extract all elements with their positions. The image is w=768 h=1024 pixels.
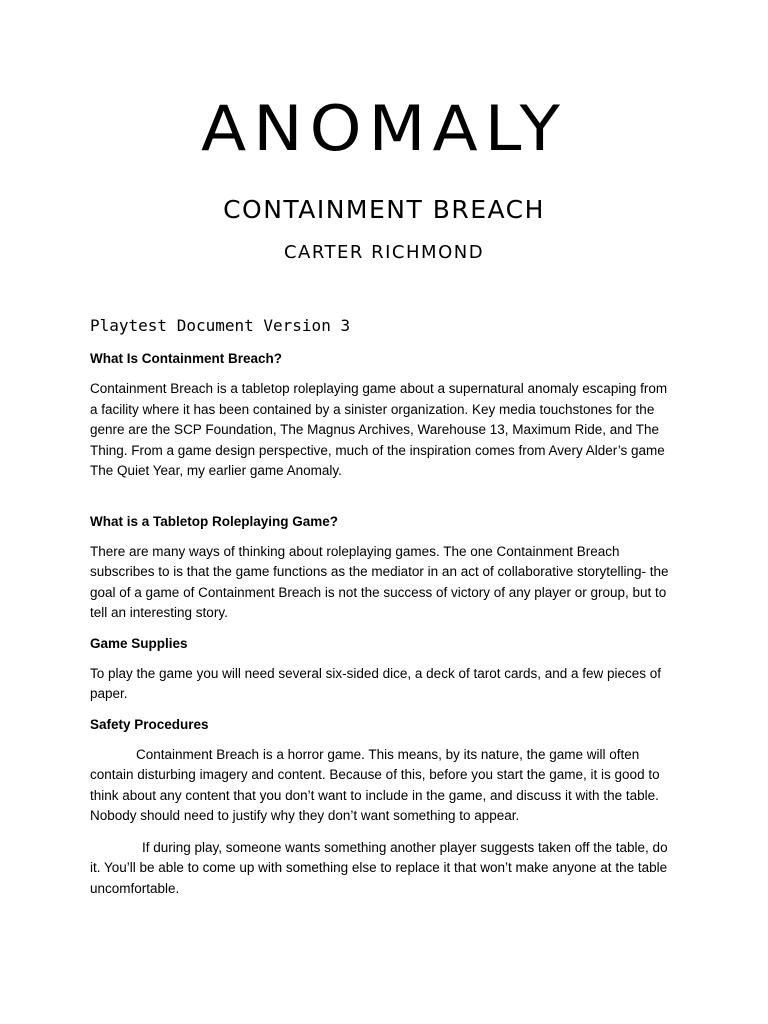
section-heading-what-is: What Is Containment Breach? <box>90 351 283 366</box>
section-body-what-is: Containment Breach is a tabletop roleplaying game about a supernatural anomaly escaping from a facility where it has been contained by a sinister organization. Key media touchstones for the genre are the SCP Foundation, The Magnus Archives, Warehouse 13, Maximum Ride, and The Thing. From a game design perspective, much of the inspiration comes from Avery Alder’s game The Quiet Year, my earlier game Anomaly. <box>90 381 668 478</box>
section-spacer <box>90 493 670 513</box>
document-title: ANOMALY <box>201 91 567 166</box>
section-body-supplies: To play the game you will need several six-sided dice, a deck of tarot cards, and a few pieces of paper. <box>90 665 662 701</box>
author-name: CARTER RICHMOND <box>283 242 485 263</box>
document-body <box>90 314 670 910</box>
document-version: Playtest Document Version 3 <box>90 316 351 335</box>
section-body-ttrpg: There are many ways of thinking about roleplaying games. The one Containment Breach subscribes to is that the game functions as the mediator in an act of collaborative storytelling- the goal of a game of Containment Breach is not the success of victory of any player or group, but to tell an interesting story. <box>90 543 669 620</box>
section-body-safety-2: If during play, someone wants something another player suggests taken off the table, do it. You’ll be able to come up with something else to replace it that won’t make anyone at the table uncomfortable. <box>90 839 668 896</box>
document-subtitle: CONTAINMENT BREACH <box>223 195 545 224</box>
section-heading-safety: Safety Procedures <box>90 716 209 732</box>
section-body-safety-1: Containment Breach is a horror game. This means, by its nature, the game will often contain disturbing imagery and content. Because of this, before you start the game, it is good to think about any content that you don’t want to include in the game, and discuss it with the table. Nobody should need to justify why they don’t want something to appear. <box>90 746 660 823</box>
section-heading-supplies: Game Supplies <box>90 635 188 651</box>
section-heading-ttrpg: What is a Tabletop Roleplaying Game? <box>90 513 339 529</box>
